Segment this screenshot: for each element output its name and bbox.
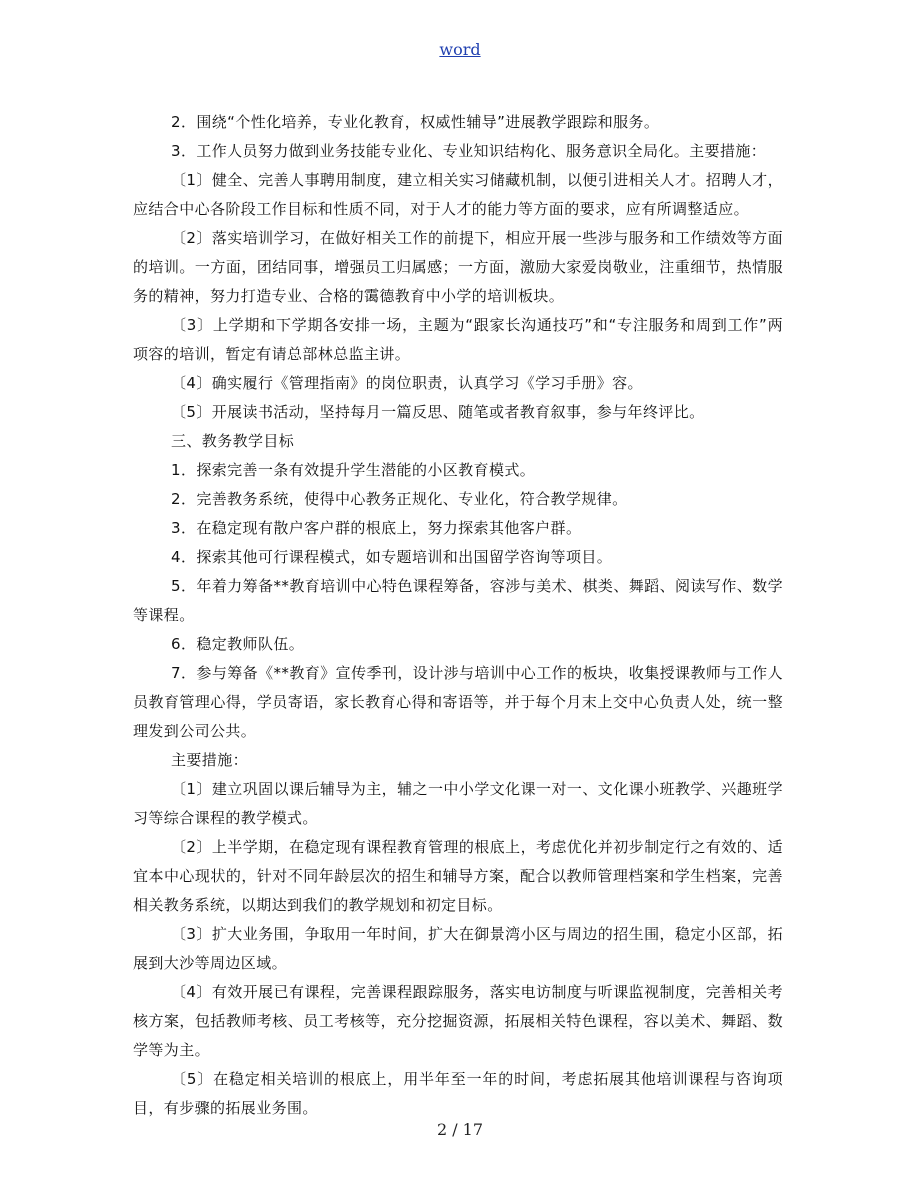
paragraph: 5．年着力筹备**教育培训中心特色课程筹备，容涉与美术、棋类、舞蹈、阅读写作、数学等课程。 [133,577,783,624]
paragraph: 〔4〕确实履行《管理指南》的岗位职责，认真学习《学习手册》容。 [171,374,643,392]
document-body [133,108,783,1123]
paragraph: 2．完善教务系统，使得中心教务正规化、专业化，符合教学规律。 [171,490,628,508]
header-word-link[interactable]: word [439,40,481,59]
paragraph: 3．在稳定现有散户客户群的根底上，努力探索其他客户群。 [171,519,582,537]
paragraph: 3．工作人员努力做到业务技能专业化、专业知识结构化、服务意识全局化。主要措施： [171,142,767,160]
paragraph: 〔5〕在稳定相关培训的根底上，用半年至一年的时间，考虑拓展其他培训课程与咨询项目，有步骤的拓展业务围。 [133,1070,783,1117]
subheading: 主要措施： [171,751,249,769]
page-number: 2 / 17 [436,1120,484,1139]
paragraph: 〔5〕开展读书活动，坚持每月一篇反思、随笔或者教育叙事，参与年终评比。 [171,403,705,421]
paragraph: 〔1〕健全、完善人事聘用制度，建立相关实习储藏机制，以便引进相关人才。招聘人才，应结合中心各阶段工作目标和性质不同，对于人才的能力等方面的要求，应有所调整适应。 [133,171,783,218]
paragraph: 〔3〕上学期和下学期各安排一场，主题为“跟家长沟通技巧”和“专注服务和周到工作”两项容的培训，暂定有请总部林总监主讲。 [133,316,783,363]
paragraph: 〔2〕落实培训学习，在做好相关工作的前提下，相应开展一些涉与服务和工作绩效等方面的培训。一方面，团结同事，增强员工归属感；一方面，激励大家爱岗敬业，注重细节，热情服务的精神，努力打造专业、合格的霭德教育中小学的培训板块。 [133,229,783,305]
paragraph: 〔3〕扩大业务围，争取用一年时间，扩大在御景湾小区与周边的招生围，稳定小区部，拓展到大沙等周边区域。 [133,925,783,972]
paragraph: 7．参与筹备《**教育》宣传季刊，设计涉与培训中心工作的板块，收集授课教师与工作人员教育管理心得，学员寄语，家长教育心得和寄语等，并于每个月末上交中心负责人处，统一整理发到公司公共。 [133,664,783,740]
paragraph: 1．探索完善一条有效提升学生潜能的小区教育模式。 [171,461,536,479]
paragraph: 〔2〕上半学期，在稳定现有课程教育管理的根底上，考虑优化并初步制定行之有效的、适宜本中心现状的，针对不同年龄层次的招生和辅导方案，配合以教师管理档案和学生档案，完善相关教务系统，以期达到我们的教学规划和初定目标。 [133,838,783,914]
section-heading: 三、教务教学目标 [171,432,295,450]
paragraph: 〔1〕建立巩固以课后辅导为主，辅之一中小学文化课一对一、文化课小班教学、兴趣班学习等综合课程的教学模式。 [133,780,783,827]
paragraph: 6．稳定教师队伍。 [171,635,305,653]
paragraph: 4．探索其他可行课程模式，如专题培训和出国留学咨询等项目。 [171,548,613,566]
paragraph: 2．围绕“个性化培养，专业化教育，权威性辅导”进展教学跟踪和服务。 [171,113,660,131]
paragraph: 〔4〕有效开展已有课程，完善课程跟踪服务，落实电访制度与听课监视制度，完善相关考核方案，包括教师考核、员工考核等，充分挖掘资源，拓展相关特色课程，容以美术、舞蹈、数学等为主。 [133,983,783,1059]
